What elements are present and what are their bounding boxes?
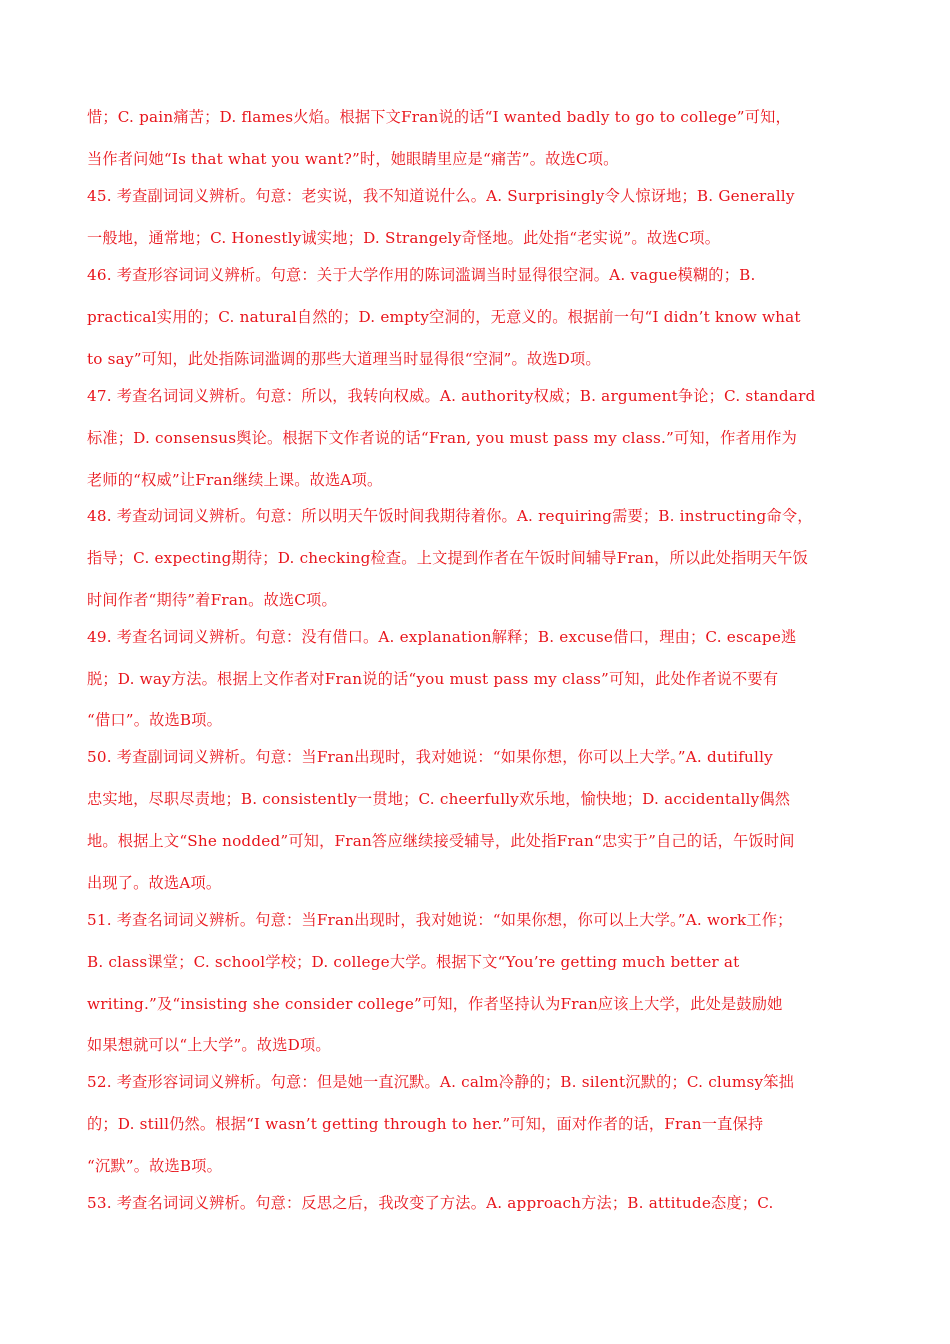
text-line: 出现了。故选A项。 <box>87 874 222 892</box>
text-line: practical实用的；C. natural自然的；D. empty空洞的，无意义的。根据前一句“I didn’t know what <box>87 308 801 326</box>
text-line: 标准；D. consensus舆论。根据下文作者说的话“Fran, you must pass my class.”可知，作者用作为 <box>87 429 798 447</box>
text-line: writing.”及“insisting she consider college”可知，作者坚持认为Fran应该上大学，此处是鼓励她 <box>87 995 783 1013</box>
text-line: to say”可知，此处指陈词滥调的那些大道理当时显得很“空洞”。故选D项。 <box>87 350 601 368</box>
text-line: 46. 考查形容词词义辨析。句意：关于大学作用的陈词滥调当时显得很空洞。A. vague模糊的；B. <box>87 266 756 284</box>
text-line: 忠实地，尽职尽责地；B. consistently一贯地；C. cheerfully欢乐地，愉快地；D. accidentally偶然 <box>87 790 791 808</box>
text-line: 地。根据上文“She nodded”可知，Fran答应继续接受辅导，此处指Fran“忠实于”自己的话，午饭时间 <box>87 832 795 850</box>
text-line: 47. 考查名词词义辨析。句意：所以，我转向权威。A. authority权威；B. argument争论；C. standard <box>87 387 816 405</box>
text-line: 指导；C. expecting期待；D. checking检查。上文提到作者在午饭时间辅导Fran，所以此处指明天午饭 <box>87 549 809 567</box>
text-line: 49. 考查名词词义辨析。句意：没有借口。A. explanation解释；B. excuse借口，理由；C. escape逃 <box>87 628 797 646</box>
text-line: 当作者问她“Is that what you want?”时，她眼睛里应是“痛苦”。故选C项。 <box>87 150 619 168</box>
text-line: B. class课堂；C. school学校；D. college大学。根据下文“You’re getting much better at <box>87 953 740 971</box>
text-line: “借口”。故选B项。 <box>87 711 223 729</box>
text-line: 一般地，通常地；C. Honestly诚实地；D. Strangely奇怪地。此处指“老实说”。故选C项。 <box>87 229 721 247</box>
text-line: 45. 考查副词词义辨析。句意：老实说，我不知道说什么。A. Surprisingly令人惊讶地；B. Generally <box>87 187 795 205</box>
text-line: 的；D. still仍然。根据“I wasn’t getting through to her.”可知，面对作者的话，Fran一直保持 <box>87 1115 764 1133</box>
text-line: 时间作者“期待”着Fran。故选C项。 <box>87 591 337 609</box>
text-line: 如果想就可以“上大学”。故选D项。 <box>87 1036 331 1054</box>
text-line: 52. 考查形容词词义辨析。句意：但是她一直沉默。A. calm冷静的；B. silent沉默的；C. clumsy笨拙 <box>87 1073 795 1091</box>
text-line: 脱；D. way方法。根据上文作者对Fran说的话“you must pass my class”可知，此处作者说不要有 <box>87 670 779 688</box>
text-line: 老师的“权威”让Fran继续上课。故选A项。 <box>87 471 383 489</box>
text-line: 51. 考查名词词义辨析。句意：当Fran出现时，我对她说：“如果你想，你可以上大学。”A. work工作； <box>87 911 793 929</box>
text-line: “沉默”。故选B项。 <box>87 1157 223 1175</box>
text-line: 48. 考查动词词义辨析。句意：所以明天午饭时间我期待着你。A. requiring需要；B. instructing命令， <box>87 507 813 525</box>
text-line: 惜；C. pain痛苦；D. flames火焰。根据下文Fran说的话“I wanted badly to go to college”可知， <box>87 108 791 126</box>
text-line: 50. 考查副词词义辨析。句意：当Fran出现时，我对她说：“如果你想，你可以上大学。”A. dutifully <box>87 748 773 766</box>
text-line: 53. 考查名词词义辨析。句意：反思之后，我改变了方法。A. approach方法；B. attitude态度；C. <box>87 1194 774 1212</box>
